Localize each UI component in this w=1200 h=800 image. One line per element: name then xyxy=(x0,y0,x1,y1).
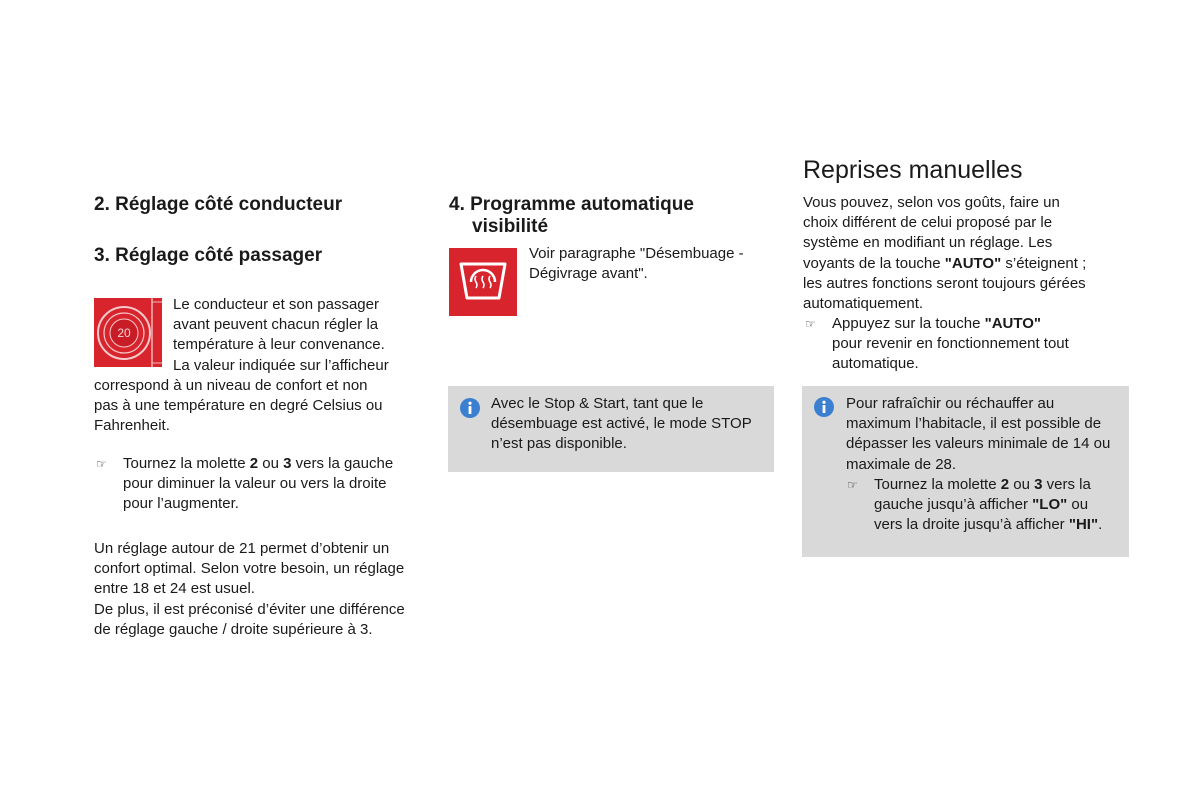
text-line xyxy=(123,454,393,474)
lo-label: "LO" xyxy=(1032,496,1068,514)
text-run: ou xyxy=(1067,496,1089,514)
defrost-button-image xyxy=(449,248,517,316)
text-line xyxy=(874,495,1102,515)
text-line: maximum l’habitacle, il est possible de xyxy=(846,415,1102,433)
text-line xyxy=(874,515,1102,535)
hand-pointer-icon: ☞ xyxy=(96,457,107,471)
heading-driver-setting: 2. Réglage côté conducteur xyxy=(94,194,343,215)
text-line: pour revenir en fonctionnement tout xyxy=(832,335,1069,353)
temperature-dial-image xyxy=(94,298,162,367)
text-line: maximale de 28. xyxy=(846,455,957,473)
info-icon xyxy=(460,398,480,418)
comfort-paragraph xyxy=(94,539,405,640)
dial-number: 3 xyxy=(283,455,292,472)
text-line: Fahrenheit. xyxy=(94,417,170,435)
text-line: avant peuvent chacun régler la xyxy=(173,316,379,334)
text-line xyxy=(874,475,1102,495)
text-run: ou xyxy=(258,455,284,472)
text-line: La valeur indiquée sur l’afficheur xyxy=(173,356,389,374)
note-bullet xyxy=(874,475,1102,536)
auto-key-label: "AUTO" xyxy=(984,315,1042,332)
text-run: Tournez la molette xyxy=(123,455,250,472)
text-line: De plus, il est préconisé d’éviter une différence xyxy=(94,600,405,618)
text-line: choix différent de celui proposé par le xyxy=(803,214,1053,232)
note-text xyxy=(491,394,752,455)
text-line: Pour rafraîchir ou réchauffer au xyxy=(846,395,1055,412)
intro-paragraph-top xyxy=(173,295,389,376)
text-line: automatiquement. xyxy=(803,295,924,313)
dial-number: 3 xyxy=(1034,476,1043,493)
heading-line: visibilité xyxy=(472,216,549,237)
text-line: confort optimal. Selon votre besoin, un réglage xyxy=(94,560,405,578)
text-line: Un réglage autour de 21 permet d’obtenir un xyxy=(94,540,390,557)
text-run: ou xyxy=(1009,476,1035,493)
text-line: correspond à un niveau de confort et non xyxy=(94,376,368,394)
text-line: désembuage est activé, le mode STOP xyxy=(491,415,752,433)
text-line: n’est pas disponible. xyxy=(491,435,627,453)
text-line: Dégivrage avant". xyxy=(529,265,648,283)
text-run: s’éteignent ; xyxy=(1001,254,1087,272)
text-run: vers la xyxy=(1042,476,1091,493)
intro-paragraph-bottom xyxy=(94,376,383,437)
dial-value: 20 xyxy=(117,326,131,340)
auto-bullet xyxy=(832,314,1069,375)
text-line: pas à une température en degré Celsius ou xyxy=(94,397,383,414)
temperature-limit-note xyxy=(802,386,1129,557)
text-line: dépasser les valeurs minimale de 14 ou xyxy=(846,435,1111,453)
info-icon xyxy=(814,397,834,417)
dial-number: 2 xyxy=(1000,476,1010,493)
text-line: système en modifiant un réglage. Les xyxy=(803,234,1053,252)
text-run: Appuyez sur la touche xyxy=(832,315,985,332)
hand-pointer-icon: ☞ xyxy=(805,317,816,331)
text-run: Tournez la molette xyxy=(874,476,1001,493)
page-title: Reprises manuelles xyxy=(803,156,1023,184)
text-run: . xyxy=(1098,516,1103,534)
stop-start-note xyxy=(448,386,774,472)
manual-override-paragraph xyxy=(803,193,1086,314)
text-line: Voir paragraphe "Désembuage - xyxy=(529,245,744,262)
text-run: voyants de la touche xyxy=(803,254,945,272)
text-line xyxy=(803,254,1086,274)
instruction-bullet xyxy=(123,454,393,515)
heading-line: 4. Programme automatique xyxy=(449,194,694,215)
dial-number: 2 xyxy=(249,455,259,472)
text-run: vers la droite jusqu’à afficher xyxy=(874,516,1069,534)
text-line: pour diminuer la valeur ou vers la droite xyxy=(123,475,387,493)
text-run: vers la gauche xyxy=(291,455,394,472)
defrost-reference xyxy=(529,244,744,284)
note-text xyxy=(846,394,1110,475)
heading-passenger-setting: 3. Réglage côté passager xyxy=(94,245,323,266)
text-run: gauche jusqu’à afficher xyxy=(874,496,1033,514)
text-line: Vous pouvez, selon vos goûts, faire un xyxy=(803,194,1060,211)
text-line: pour l’augmenter. xyxy=(123,495,239,513)
auto-key-label: "AUTO" xyxy=(944,254,1002,272)
text-line: température à leur convenance. xyxy=(173,336,385,354)
text-line: Le conducteur et son passager xyxy=(173,296,379,313)
heading-visibility-program xyxy=(449,194,694,238)
text-line: automatique. xyxy=(832,355,919,373)
hi-label: "HI" xyxy=(1068,516,1099,534)
hand-pointer-icon: ☞ xyxy=(847,478,858,492)
text-line: Avec le Stop & Start, tant que le xyxy=(491,395,704,412)
text-line: les autres fonctions seront toujours gérées xyxy=(803,274,1086,292)
text-line: entre 18 et 24 est usuel. xyxy=(94,580,255,598)
text-line: de réglage gauche / droite supérieure à 3. xyxy=(94,620,373,638)
windscreen-defrost-icon xyxy=(449,248,517,316)
text-line xyxy=(832,314,1069,334)
